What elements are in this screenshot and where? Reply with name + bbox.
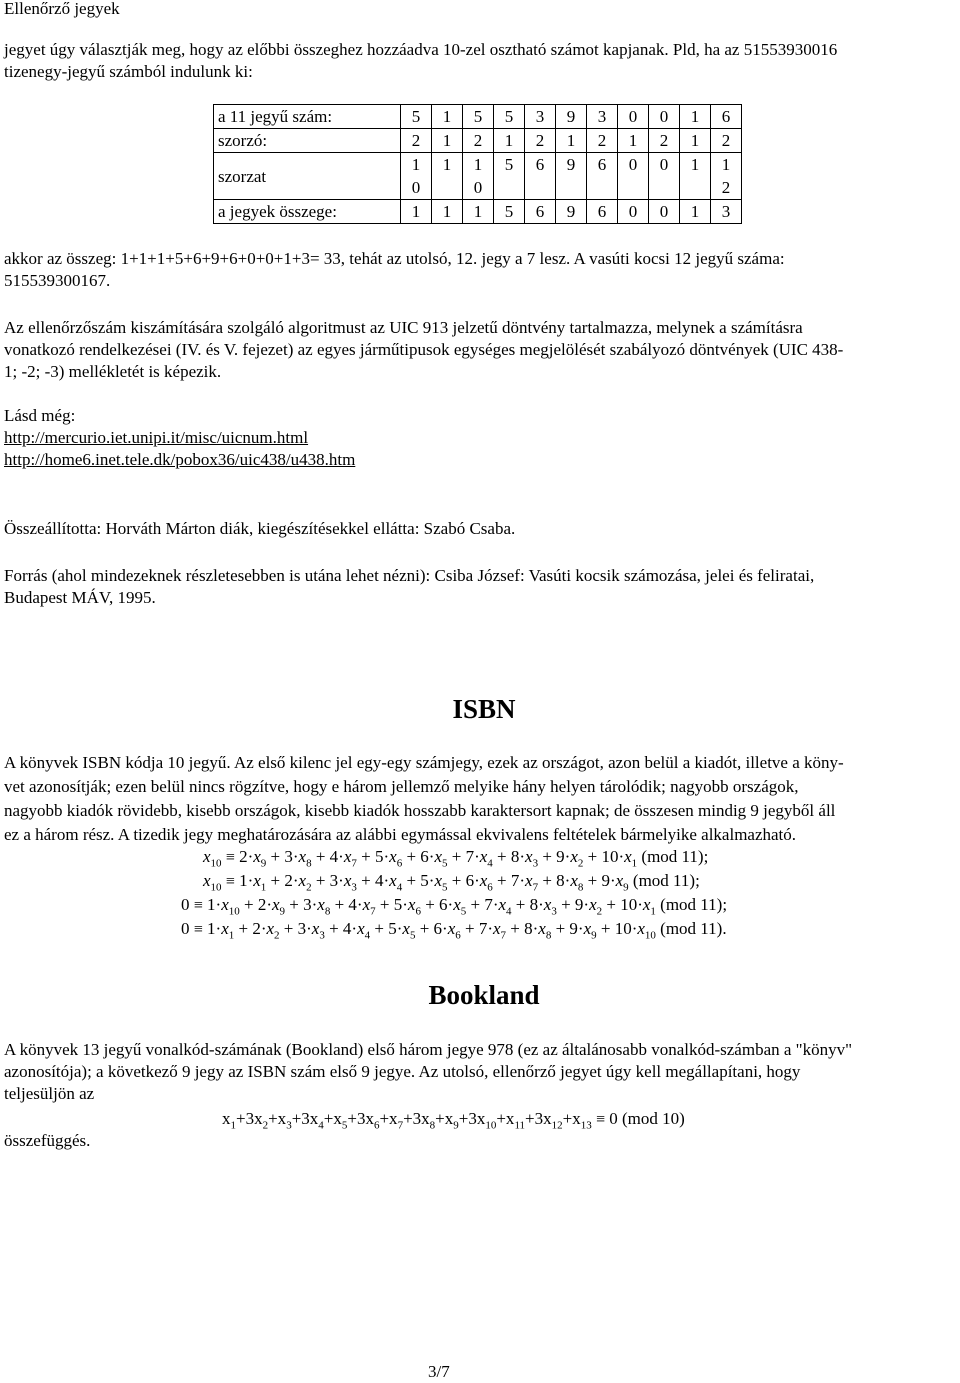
sum-line: 515539300167. <box>4 271 111 290</box>
table-cell: 2 <box>525 129 556 153</box>
table-cell: 1 0 <box>401 153 432 200</box>
table-cell: 3 <box>525 105 556 129</box>
bookland-line: A könyvek 13 jegyű vonalkód-számának (Bookland) első három jegye 978 (ez az általánosabb vonalkód-számban a "könyv" <box>4 1040 853 1059</box>
link-uicnum[interactable]: http://mercurio.iet.unipi.it/misc/uicnum.html <box>4 428 309 447</box>
row-label: a jegyek összege: <box>214 200 401 224</box>
intro-paragraph <box>4 39 837 83</box>
table-cell: 1 <box>680 153 711 200</box>
table-cell: 1 <box>432 200 463 224</box>
table-cell: 1 <box>432 153 463 200</box>
uic-line: Az ellenőrzőszám kiszámítására szolgáló algoritmust az UIC 913 jelzetű döntvény tartalmazza, melynek a számításra <box>4 318 803 337</box>
table-cell: 0 <box>618 105 649 129</box>
table-cell: 3 <box>587 105 618 129</box>
isbn-line: nagyobb kiadók rövidebb, kisebb országok, kisebb kiadók hosszabb karaktersort kapnak; de összesen mindig 9 jegyből áll <box>4 801 836 820</box>
isbn-paragraph <box>4 751 844 847</box>
table-cell: 1 <box>680 200 711 224</box>
source-line: Budapest MÁV, 1995. <box>4 588 156 607</box>
isbn-line: ez a három rész. A tizedik jegy meghatározására az alábbi egymással ekvivalens feltételek bármelyike alkalmazható. <box>4 825 797 844</box>
table-cell: 1 <box>618 129 649 153</box>
table-cell: 2 <box>711 129 742 153</box>
sum-paragraph <box>4 248 785 292</box>
table-cell: 1 2 <box>711 153 742 200</box>
table-cell: 6 <box>587 153 618 200</box>
uic-line: vonatkozó rendelkezései (IV. és V. fejezet) az egyes járműtipusok egységes megjelölését szabályozó döntvények (UIC 438- <box>4 340 844 359</box>
table-cell: 1 <box>680 129 711 153</box>
intro-line: tizenegy-jegyű számból indulunk ki: <box>4 62 253 81</box>
source-line: Forrás (ahol mindezeknek részletesebben is utána lehet nézni): Csiba József: Vasúti kocsik számozása, jelei és feliratai, <box>4 566 815 585</box>
see-also <box>4 405 355 471</box>
see-also-label: Lásd még: <box>4 406 76 425</box>
isbn-line: vet azonosítják; ezen belül nincs rögzítve, hogy e három jellemző melyike hány helyen tárolódik; nagyobb országok, <box>4 777 799 796</box>
table-cell: 6 <box>711 105 742 129</box>
source-paragraph <box>4 565 814 609</box>
table-cell: 1 <box>494 129 525 153</box>
table-cell: 2 <box>463 129 494 153</box>
table-cell: 5 <box>494 200 525 224</box>
table-cell: 1 <box>432 129 463 153</box>
table-cell: 5 <box>494 105 525 129</box>
table-cell: 1 <box>556 129 587 153</box>
sum-line: akkor az összeg: 1+1+1+5+6+9+6+0+0+1+3= 33, tehát az utolsó, 12. jegy a 7 lesz. A vasúti kocsi 12 jegyű száma: <box>4 249 785 268</box>
table-cell: 9 <box>556 105 587 129</box>
table-cell: 6 <box>587 200 618 224</box>
table-cell: 5 <box>401 105 432 129</box>
page-number: 3/7 <box>428 1362 450 1381</box>
table-cell: 1 <box>432 105 463 129</box>
bookland-formula: $x_1+3x_2+x_3+3x_4+x_5+3x_6+x_7+3x_8+x_9+3x_{10}+x_{11}+3x_{12}+x_{13} \equiv 0$ (mod 10) <box>222 1109 685 1132</box>
table-cell: 0 <box>649 200 680 224</box>
check-digit-table <box>213 104 742 224</box>
table-cell: 1 0 <box>463 153 494 200</box>
bookland-closing: összefüggés. <box>4 1131 91 1150</box>
table-cell: 1 <box>401 200 432 224</box>
table-cell: 5 <box>463 105 494 129</box>
link-u438[interactable]: http://home6.inet.tele.dk/pobox36/uic438/u438.htm <box>4 450 356 469</box>
bookland-line: teljesüljön az <box>4 1084 95 1103</box>
isbn-line: A könyvek ISBN kódja 10 jegyű. Az első kilenc jel egy-egy számjegy, ezek az országot, azon belül a kiadót, illetve a köny- <box>4 753 844 772</box>
uic-line: 1; -2; -3) mellékletét is képezik. <box>4 362 222 381</box>
table-cell: 2 <box>401 129 432 153</box>
compiled-by: Összeállította: Horváth Márton diák, kiegészítésekkel ellátta: Szabó Csaba. <box>4 519 516 538</box>
table-cell: 5 <box>494 153 525 200</box>
isbn-formula-1: $x_{10} \equiv 2\cdot x_9 + 3\cdot x_8 + 4\cdot x_7 + 5\cdot x_6 + 6\cdot x_5 + 7\cdot x_4 + 8\cdot x_3 + 9\cdot x_2 + 10\cdot x_1$ (mod 11); <box>203 847 709 870</box>
uic-paragraph <box>4 317 843 383</box>
isbn-formula-3: $0 \equiv 1\cdot x_{10} + 2\cdot x_9 + 3\cdot x_8 + 4\cdot x_7 + 5\cdot x_6 + 6\cdot x_5 + 7\cdot x_4 + 8\cdot x_3 + 9\cdot x_2 + 10\cdot x_1$ (mod 11); <box>181 895 728 918</box>
table-cell: 6 <box>525 153 556 200</box>
row-label: szorzat <box>214 153 401 200</box>
isbn-formula-2: $x_{10} \equiv 1\cdot x_1 + 2\cdot x_2 + 3\cdot x_3 + 4\cdot x_4 + 5\cdot x_5 + 6\cdot x_6 + 7\cdot x_7 + 8\cdot x_8 + 9\cdot x_9$ (mod 11); <box>203 871 700 894</box>
bookland-paragraph <box>4 1039 852 1105</box>
table-cell: 2 <box>587 129 618 153</box>
bookland-title: Bookland <box>428 980 540 1010</box>
table-row <box>214 129 742 153</box>
table-row <box>214 105 742 129</box>
table-cell: 9 <box>556 200 587 224</box>
table-cell: 6 <box>525 200 556 224</box>
intro-line: jegyet úgy választják meg, hogy az előbbi összeghez hozzáadva 10-zel osztható számot kapjanak. Pld, ha az 51553930016 <box>4 40 838 59</box>
table-cell: 1 <box>680 105 711 129</box>
table-row <box>214 200 742 224</box>
table-cell: 9 <box>556 153 587 200</box>
table-cell: 0 <box>618 153 649 200</box>
table-row <box>214 153 742 200</box>
table-cell: 0 <box>618 200 649 224</box>
row-label: szorzó: <box>214 129 401 153</box>
isbn-title: ISBN <box>452 694 516 724</box>
table-cell: 3 <box>711 200 742 224</box>
table-cell: 0 <box>649 153 680 200</box>
isbn-formula-4: $0 \equiv 1\cdot x_1 + 2\cdot x_2 + 3\cdot x_3 + 4\cdot x_4 + 5\cdot x_5 + 6\cdot x_6 + 7\cdot x_7 + 8\cdot x_8 + 9\cdot x_9 + 10\cdot x_{10}$ (mod 11). <box>181 919 727 942</box>
table-cell: 0 <box>649 105 680 129</box>
bookland-line: azonosítója); a következő 9 jegy az ISBN szám első 9 jegye. Az utolsó, ellenőrző jegyet úgy kell megállapítani, hogy <box>4 1062 801 1081</box>
section-heading: Ellenőrző jegyek <box>4 0 120 18</box>
table-cell: 1 <box>463 200 494 224</box>
row-label: a 11 jegyű szám: <box>214 105 401 129</box>
table-cell: 2 <box>649 129 680 153</box>
